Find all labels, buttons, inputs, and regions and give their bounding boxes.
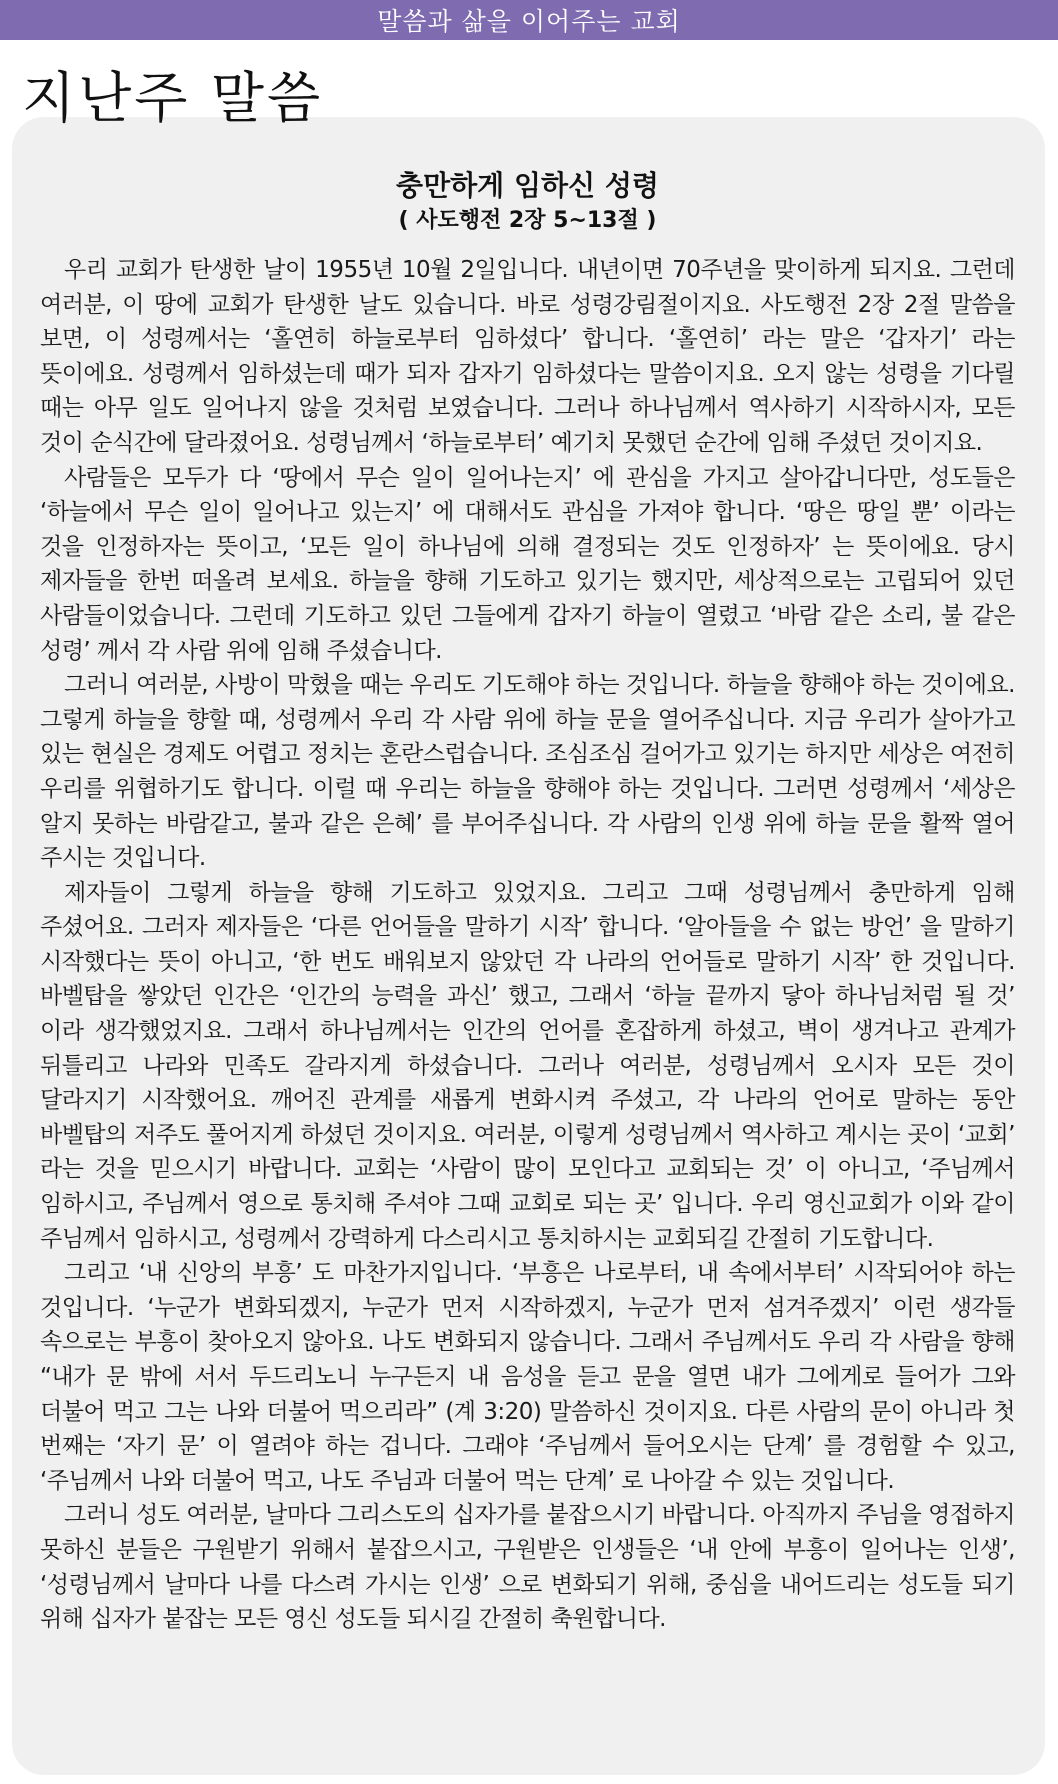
sermon-paragraph: 그리고 ‘내 신앙의 부흥’ 도 마찬가지입니다. ‘부흥은 나로부터, 내 속에서부터’ 시작되어야 하는 것입니다. ‘누군가 변화되겠지, 누군가 먼저 시작하겠지, 누군가 먼저 섬겨주겠지’ 이런 생각들 속으로는 부흥이 찾아오지 않아요. 나도 변화되지 않습니다. 그래서 주님께서도 우리 각 사람을 향해 “내가 문 밖에 서서 두드리노니 누구든지 내 음성을 듣고 문을 열면 내가 그에게로 들어가 그와 더불어 먹고 그는 나와 더불어 먹으리라” (계 3:20) 말씀하신 것이지요. 다른 사람의 문이 아니라 첫 번째는 ‘자기 문’ 이 열려야 하는 겁니다. 그래야 ‘주님께서 들어오시는 단계’ 를 경험할 수 있고, ‘주님께서 나와 더불어 먹고, 나도 주님과 더불어 먹는 단계’ 로 나아갈 수 있는 것입니다.: [40, 1260, 1015, 1494]
sermon-paragraph: 그러니 성도 여러분, 날마다 그리스도의 십자가를 붙잡으시기 바랍니다. 아직까지 주님을 영접하지 못하신 분들은 구원받기 위해서 붙잡으시고, 구원받은 인생들은 ‘내 안에 부흥이 일어나는 인생’, ‘성령님께서 날마다 나를 다스려 가시는 인생’ 으로 변화되기 위해, 중심을 내어드리는 성도들 되기 위해 십자가 붙잡는 모든 영신 성도들 되시길 간절히 축원합니다.: [40, 1502, 1015, 1633]
sermon-body: [40, 253, 1015, 1637]
scripture-reference: ( 사도행전 2장 5~13절 ): [398, 208, 657, 233]
top-banner: [0, 0, 1058, 40]
sermon-card: [12, 117, 1045, 1775]
section-title: 지난주 말씀: [22, 66, 324, 130]
sermon-title: 충만하게 임하신 성령: [396, 169, 659, 202]
sermon-paragraph: 우리 교회가 탄생한 날이 1955년 10월 2일입니다. 내년이면 70주년을 맞이하게 되지요. 그런데 여러분, 이 땅에 교회가 탄생한 날도 있습니다. 바로 성령강림절이지요. 사도행전 2장 2절 말씀을 보면, 이 성령께서는 ‘홀연히 하늘로부터 임하셨다’ 합니다. ‘홀연히’ 라는 말은 ‘갑자기’ 라는 뜻이에요. 성령께서 임하셨는데 때가 되자 갑자기 임하셨다는 말씀이지요. 오지 않는 성령을 기다릴 때는 아무 일도 일어나지 않을 것처럼 보였습니다. 그러나 하나님께서 역사하기 시작하시자, 모든 것이 순식간에 달라졌어요. 성령님께서 ‘하늘로부터’ 예기치 못했던 순간에 임해 주셨던 것이지요.: [40, 257, 1015, 456]
banner-text: 말씀과 삶을 이어주는 교회: [377, 7, 681, 36]
sermon-paragraph: 제자들이 그렇게 하늘을 향해 기도하고 있었지요. 그리고 그때 성령님께서 충만하게 임해 주셨어요. 그러자 제자들은 ‘다른 언어들을 말하기 시작’ 합니다. ‘알아들을 수 없는 방언’ 을 말하기 시작했다는 뜻이 아니고, ‘한 번도 배워보지 않았던 각 나라의 언어들로 말하기 시작’ 한 것입니다. 바벨탑을 쌓았던 인간은 ‘인간의 능력을 과신’ 했고, 그래서 ‘하늘 끝까지 닿아 하나님처럼 될 것’ 이라 생각했었지요. 그래서 하나님께서는 인간의 언어를 혼잡하게 하셨고, 벽이 생겨나고 관계가 뒤틀리고 나라와 민족도 갈라지게 하셨습니다. 그러나 여러분, 성령님께서 오시자 모든 것이 달라지기 시작했어요. 깨어진 관계를 새롭게 변화시켜 주셨고, 각 나라의 언어로 말하는 동안 바벨탑의 저주도 풀어지게 하셨던 것이지요. 여러분, 이렇게 성령님께서 역사하고 계시는 곳이 ‘교회’ 라는 것을 믿으시기 바랍니다. 교회는 ‘사람이 많이 모인다고 교회되는 것’ 이 아니고, ‘주님께서 임하시고, 주님께서 영으로 통치해 주셔야 그때 교회로 되는 곳’ 입니다. 우리 영신교회가 이와 같이 주님께서 임하시고, 성령께서 강력하게 다스리시고 통치하시는 교회되길 간절히 기도합니다.: [40, 879, 1015, 1252]
sermon-paragraph: 그러니 여러분, 사방이 막혔을 때는 우리도 기도해야 하는 것입니다. 하늘을 향해야 하는 것이에요. 그렇게 하늘을 향할 때, 성령께서 우리 각 사람 위에 하늘 문을 열어주십니다. 지금 우리가 살아가고 있는 현실은 경제도 어렵고 정치는 혼란스럽습니다. 조심조심 걸어가고 있기는 하지만 세상은 여전히 우리를 위협하기도 합니다. 이럴 때 우리는 하늘을 향해야 하는 것입니다. 그러면 성령께서 ‘세상은 알지 못하는 바람같고, 불과 같은 은혜’ 를 부어주십니다. 각 사람의 인생 위에 하늘 문을 활짝 열어 주시는 것입니다.: [40, 672, 1015, 872]
sermon-paragraph: 사람들은 모두가 다 ‘땅에서 무슨 일이 일어나는지’ 에 관심을 가지고 살아갑니다만, 성도들은 ‘하늘에서 무슨 일이 일어나고 있는지’ 에 대해서도 관심을 가져야 합니다. ‘땅은 땅일 뿐’ 이라는 것을 인정하자는 뜻이고, ‘모든 일이 하나님에 의해 결정되는 것도 인정하자’ 는 뜻이에요. 당시 제자들을 한번 떠올려 보세요. 하늘을 향해 기도하고 있기는 했지만, 세상적으로는 고립되어 있던 사람들이었습니다. 그런데 기도하고 있던 그들에게 갑자기 하늘이 열렸고 ‘바람 같은 소리, 불 같은 성령’ 께서 각 사람 위에 임해 주셨습니다.: [40, 464, 1015, 664]
